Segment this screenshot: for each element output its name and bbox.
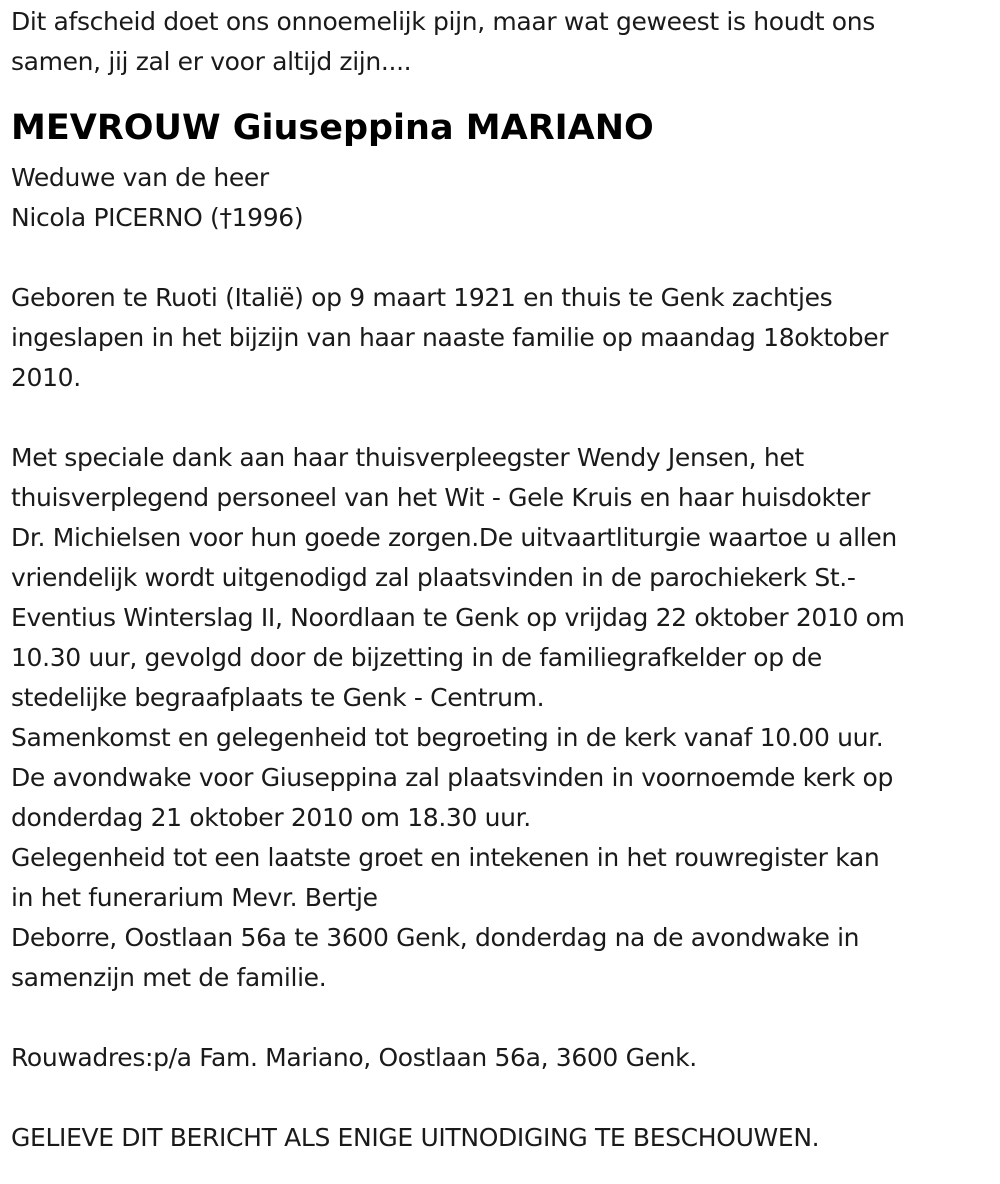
birth-death-line: 2010. (11, 363, 81, 392)
birth-death-paragraph (11, 278, 993, 398)
details-paragraph (11, 438, 993, 998)
details-line: donderdag 21 oktober 2010 om 18.30 uur. (11, 803, 531, 832)
relation-line: Nicola PICERNO (†1996) (11, 203, 304, 232)
details-line: thuisverplegend personeel van het Wit - Gele Kruis en haar huisdokter (11, 483, 871, 512)
spacer (11, 998, 993, 1038)
intro-quote (11, 2, 993, 82)
invitation-notice: GELIEVE DIT BERICHT ALS ENIGE UITNODIGING TE BESCHOUWEN. (11, 1123, 820, 1152)
details-line: stedelijke begraafplaats te Genk - Centrum. (11, 683, 545, 712)
mourning-address: Rouwadres:p/a Fam. Mariano, Oostlaan 56a, 3600 Genk. (11, 1043, 697, 1072)
details-line: Eventius Winterslag II, Noordlaan te Genk op vrijdag 22 oktober 2010 om (11, 603, 905, 632)
spacer (11, 238, 993, 278)
intro-line: Dit afscheid doet ons onnoemelijk pijn, maar wat geweest is houdt ons (11, 7, 875, 36)
relation-info (11, 158, 993, 238)
details-line: vriendelijk wordt uitgenodigd zal plaatsvinden in de parochiekerk St.- (11, 563, 856, 592)
details-line: Gelegenheid tot een laatste groet en intekenen in het rouwregister kan (11, 843, 880, 872)
birth-death-line: Geboren te Ruoti (Italië) op 9 maart 1921 en thuis te Genk zachtjes (11, 283, 833, 312)
details-line: De avondwake voor Giuseppina zal plaatsvinden in voornoemde kerk op (11, 763, 894, 792)
details-line: Dr. Michielsen voor hun goede zorgen.De uitvaartliturgie waartoe u allen (11, 523, 897, 552)
deceased-name: MEVROUW Giuseppina MARIANO (11, 108, 654, 148)
spacer (11, 1078, 993, 1118)
birth-death-line: ingeslapen in het bijzijn van haar naaste familie op maandag 18oktober (11, 323, 889, 352)
details-line: 10.30 uur, gevolgd door de bijzetting in de familiegrafkelder op de (11, 643, 822, 672)
relation-line: Weduwe van de heer (11, 163, 269, 192)
obituary-notice (11, 2, 993, 1158)
spacer (11, 398, 993, 438)
details-line: Met speciale dank aan haar thuisverpleegster Wendy Jensen, het (11, 443, 804, 472)
details-line: in het funerarium Mevr. Bertje (11, 883, 378, 912)
details-line: samenzijn met de familie. (11, 963, 327, 992)
intro-line: samen, jij zal er voor altijd zijn.... (11, 47, 412, 76)
details-line: Samenkomst en gelegenheid tot begroeting in de kerk vanaf 10.00 uur. (11, 723, 884, 752)
details-line: Deborre, Oostlaan 56a te 3600 Genk, donderdag na de avondwake in (11, 923, 860, 952)
